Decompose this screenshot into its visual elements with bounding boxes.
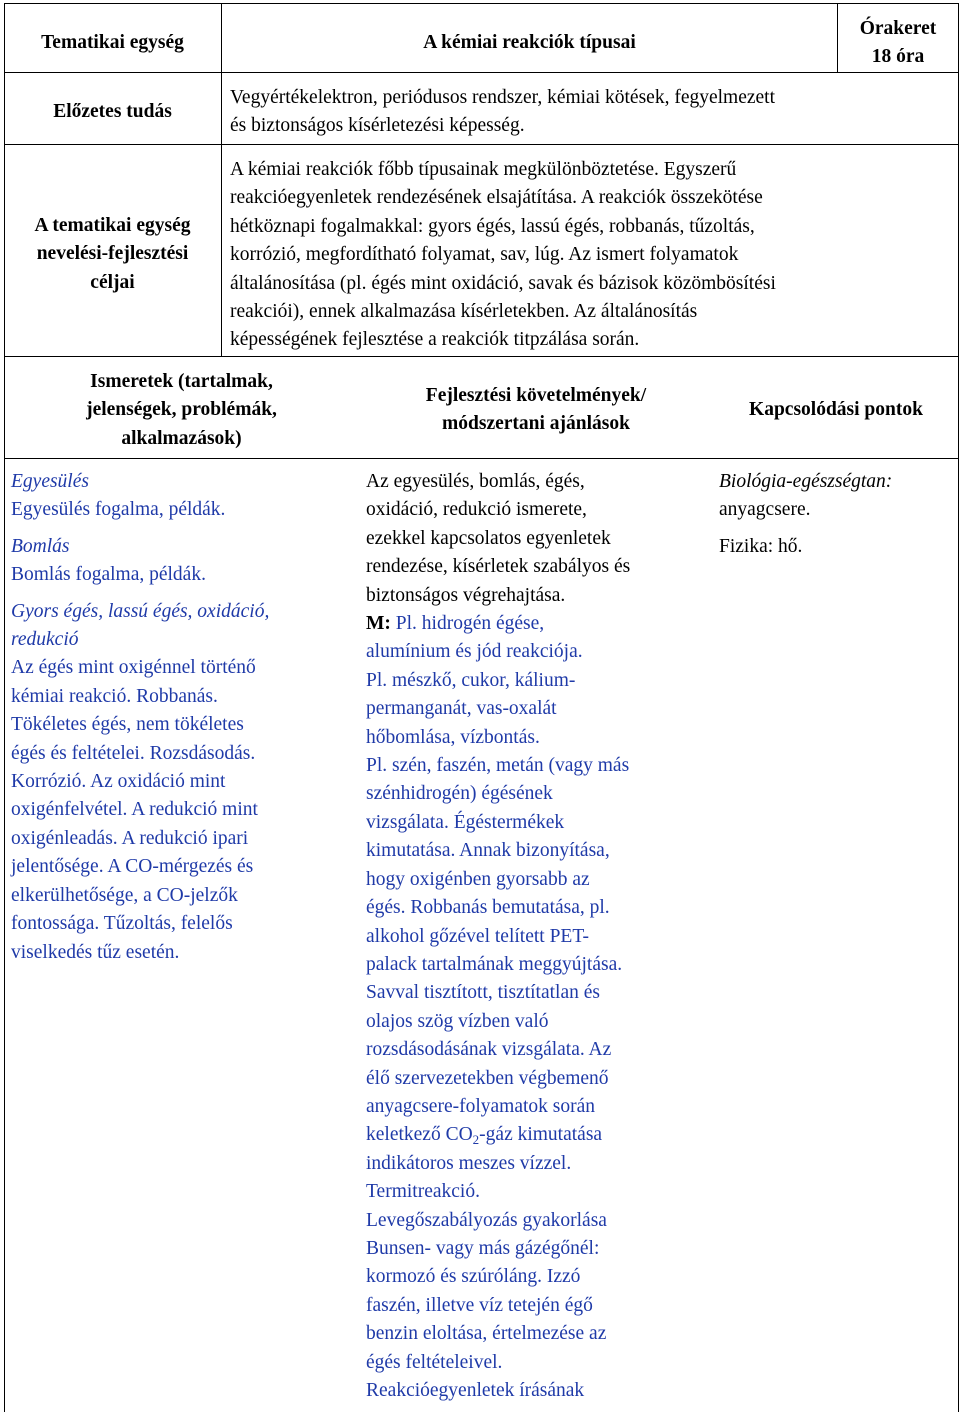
- requirements-line: Termitreakció.: [366, 1181, 480, 1203]
- requirements-line: anyagcsere-folyamatok során: [366, 1095, 596, 1117]
- goals-line: reakciói), ennek alkalmazása kísérletekben. Az általánosítás: [230, 301, 698, 323]
- table-border-top: [4, 3, 959, 4]
- combustion-line: jelentősége. A CO-mérgezés és: [11, 856, 254, 878]
- requirements-line: kormozó és szúróláng. Izzó: [366, 1266, 581, 1288]
- requirements-line: ezekkel kapcsolatos egyenletek: [366, 527, 611, 549]
- hours-label-text: Órakeret: [859, 18, 937, 39]
- goals-line: reakcióegyenletek rendezésének elsajátítása. A reakciók összekötése: [230, 187, 763, 209]
- requirements-line: Levegőszabályozás gyakorlása: [366, 1209, 607, 1231]
- requirements-line: rozsdásodásának vizsgálata. Az: [366, 1039, 612, 1061]
- goals-label-line-3: céljai: [90, 271, 135, 293]
- requirements-content: [366, 468, 711, 1405]
- requirements-line: élő szervezetekben végbemenő: [366, 1067, 609, 1089]
- prerequisites-line-1: Vegyértékelektron, periódusos rendszer, kémiai kötések, fegyelmezett: [230, 87, 776, 108]
- requirements-line: oxidáció, redukció ismerete,: [366, 499, 587, 521]
- table-border-row1: [4, 72, 959, 73]
- combustion-line: oxigénfelvétel. A redukció mint: [11, 799, 258, 821]
- knowledge-header-line-1: Ismeretek (tartalmak,: [90, 371, 273, 392]
- unit-label: Tematikai egység: [41, 32, 184, 53]
- requirements-header-line-1: Fejlesztési követelmények/: [425, 385, 647, 406]
- method-line: [366, 610, 711, 638]
- connections-header: Kapcsolódási pontok: [749, 399, 923, 420]
- requirements-line: palack tartalmának meggyújtása.: [366, 953, 623, 975]
- requirements-line: indikátoros meszes vízzel.: [366, 1152, 572, 1174]
- combustion-line: Korrózió. Az oxidáció mint: [11, 771, 226, 793]
- requirements-line: Az egyesülés, bomlás, égés,: [366, 471, 585, 492]
- goals-line: képességének fejlesztése a reakciók titpzálása során.: [230, 329, 640, 351]
- topic-title-combustion-line-1: Gyors égés, lassú égés, oxidáció,: [11, 600, 270, 622]
- prerequisites-text: [230, 84, 950, 141]
- co2-line: [366, 1121, 711, 1149]
- requirements-line: Savval tisztított, tisztítatlan és: [366, 982, 600, 1004]
- connections-content: [719, 468, 955, 561]
- combustion-line: oxigénleadás. A redukció ipari: [11, 827, 249, 849]
- co2-suffix: -gáz kimutatása: [479, 1124, 603, 1146]
- knowledge-header-line-3: alkalmazások): [121, 427, 242, 449]
- topic-title-combustion-line-2: redukció: [11, 629, 79, 651]
- knowledge-header: [4, 368, 359, 453]
- topic-text-combination: Egyesülés fogalma, példák.: [11, 499, 226, 521]
- goals-line: A kémiai reakciók főbb típusainak megkülönböztetése. Egyszerű: [230, 159, 737, 180]
- combustion-line: Tökéletes égés, nem tökéletes: [11, 714, 244, 736]
- hours-value: 18 óra: [871, 46, 925, 68]
- table-border-row4: [4, 458, 959, 459]
- knowledge-header-line-2: jelenségek, problémák,: [86, 399, 277, 421]
- requirements-line: kimutatása. Annak bizonyítása,: [366, 840, 610, 862]
- biology-label: Biológia-egészségtan:: [719, 471, 893, 492]
- requirements-line: permanganát, vas-oxalát: [366, 698, 557, 720]
- requirements-line: alkohol gőzével telített PET-: [366, 925, 589, 947]
- topic-text-decomposition: Bomlás fogalma, példák.: [11, 564, 206, 586]
- requirements-line: Reakcióegyenletek írásának: [366, 1380, 585, 1401]
- table-border-row3: [4, 356, 959, 357]
- knowledge-content: [11, 468, 356, 967]
- combustion-line: Az égés mint oxigénnel történő: [11, 657, 256, 679]
- requirements-line: hőbomlása, vízbontás.: [366, 726, 540, 748]
- requirements-line: faszén, illetve víz tetején égő: [366, 1294, 593, 1316]
- requirements-header-line-2: módszertani ajánlások: [442, 413, 630, 435]
- unit-title: A kémiai reakciók típusai: [423, 32, 636, 53]
- requirements-line: hogy oxigénben gyorsabb az: [366, 868, 590, 890]
- prerequisites-label: Előzetes tudás: [53, 101, 172, 122]
- requirements-line: Pl. szén, faszén, metán (vagy más: [366, 755, 630, 777]
- requirements-line: Bunsen- vagy más gázégőnél:: [366, 1237, 600, 1259]
- goals-label-line-2: nevelési-fejlesztési: [36, 243, 189, 265]
- goals-label-line-1: A tematikai egység: [34, 215, 191, 236]
- physics-text: Fizika: hő.: [719, 535, 803, 557]
- goals-label: [4, 212, 221, 297]
- combustion-line: elkerülhetősége, a CO-jelzők: [11, 884, 238, 906]
- biology-text: anyagcsere.: [719, 499, 811, 521]
- method-text: Pl. hidrogén égése,: [390, 613, 545, 635]
- requirements-line: Pl. mészkő, cukor, kálium-: [366, 669, 576, 691]
- table-border-row2: [4, 144, 959, 145]
- goals-line: hétköznapi fogalmakkal: gyors égés, lassú égés, robbanás, tűzoltás,: [230, 215, 755, 237]
- requirements-line: benzin eloltása, értelmezése az: [366, 1323, 607, 1345]
- combustion-line: égés és feltételei. Rozsdásodás.: [11, 742, 256, 764]
- requirements-line: olajos szög vízben való: [366, 1010, 549, 1032]
- requirements-line: rendezése, kísérletek szabályos és: [366, 556, 631, 578]
- requirements-line: szénhidrogén) égésének: [366, 783, 553, 805]
- requirements-header: [358, 382, 714, 439]
- goals-line: korrózió, megfordítható folyamat, sav, lúg. Az ismert folyamatok: [230, 244, 739, 266]
- combustion-line: kémiai reakció. Robbanás.: [11, 685, 218, 707]
- co2-subscript: 2: [472, 1132, 480, 1148]
- requirements-line: égés feltételeivel.: [366, 1351, 503, 1373]
- topic-title-combination: Egyesülés: [11, 471, 89, 492]
- co2-prefix: keletkező CO: [366, 1124, 473, 1146]
- goals-text: [230, 156, 950, 355]
- prerequisites-line-2: és biztonságos kísérletezési képesség.: [230, 115, 525, 137]
- goals-line: általánosítása (pl. égés mint oxidáció, savak és bázisok közömbösítési: [230, 272, 776, 294]
- requirements-line: vizsgálata. Égéstermékek: [366, 811, 565, 833]
- combustion-line: fontossága. Tűzoltás, felelős: [11, 913, 233, 935]
- combustion-line: viselkedés tűz esetén.: [11, 941, 180, 963]
- method-label: M:: [366, 613, 391, 635]
- requirements-line: biztonságos végrehajtása.: [366, 584, 566, 606]
- requirements-line: égés. Robbanás bemutatása, pl.: [366, 897, 610, 919]
- table-border-right: [958, 3, 959, 1412]
- hours-label: [838, 15, 958, 72]
- requirements-line: alumínium és jód reakciója.: [366, 641, 583, 663]
- topic-title-decomposition: Bomlás: [11, 535, 70, 557]
